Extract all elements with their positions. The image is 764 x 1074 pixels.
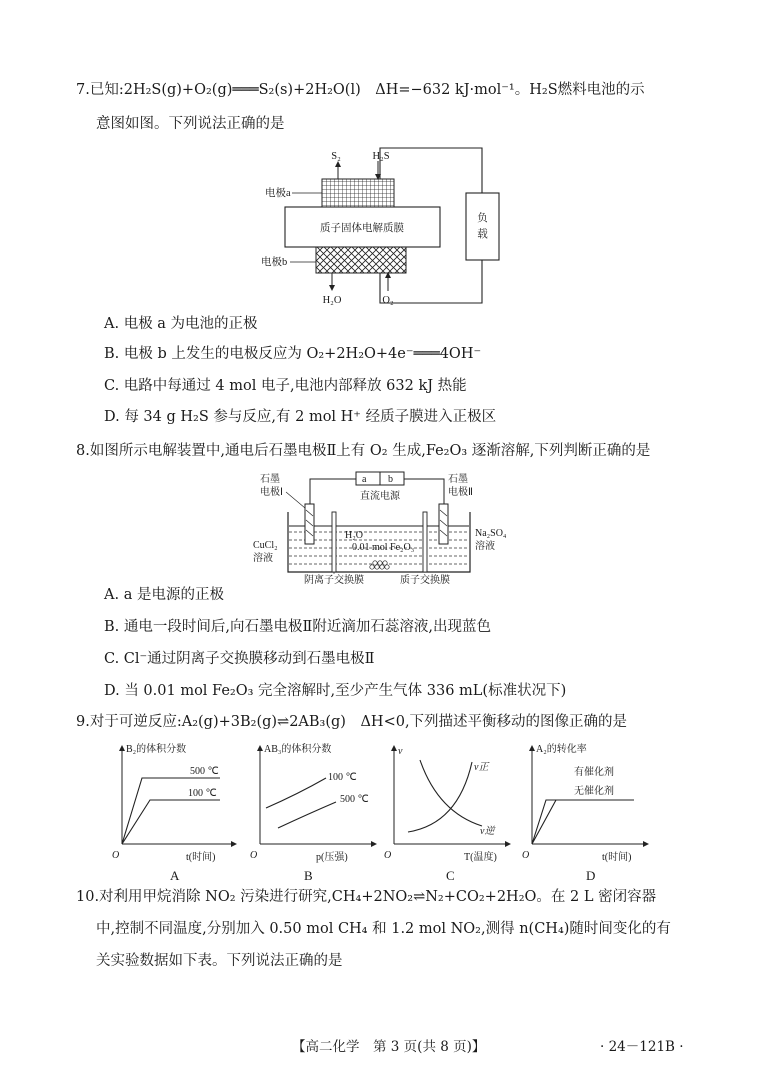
graph-d-curve1-label: 有催化剂 [574,767,614,778]
membrane-label: 质子固体电解质膜 [320,223,404,234]
graph-b-curve1-label: 100 ℃ [328,772,357,783]
fe2o3-label: 0.01 mol Fe₂O₃ [352,542,415,553]
o2-label: O₂ [382,295,394,306]
q8-option-c: C. Cl⁻通过阴离子交换膜移动到石墨电极Ⅱ [104,651,375,667]
q9-graphs [108,740,668,890]
graph-b [250,742,376,883]
graph-d-origin: O [522,850,530,861]
proton-membrane-label: 质子交换膜 [400,575,450,585]
graph-c-curve1-label: v正 [474,762,489,773]
graph-b-xlabel: p(压强) [316,852,348,863]
graph-a-ylabel: B₂的体积分数 [126,744,187,755]
graph-b-ylabel: AB₃的体积分数 [264,744,332,755]
q8-option-d: D. 当 0.01 mol Fe₂O₃ 完全溶解时,至少产生气体 336 mL(标准状况下) [104,683,567,699]
q10-stem-line2: 中,控制不同温度,分别加入 0.50 mol CH₄ 和 1.2 mol NO₂,测得 n(CH₄)随时间变化的有 [96,921,671,937]
electrode-b [316,247,406,273]
graph-b-curve-100 [266,778,326,808]
graph-c-curve-reverse [420,760,482,826]
graph-c-origin: O [384,850,392,861]
graph-a [112,742,236,883]
graph-b-origin: O [250,850,258,861]
terminal-a: a [362,474,367,485]
proton-exchange-membrane [423,512,427,572]
graphite-2-label-a: 石墨 [448,474,468,485]
graph-d-curve-catalyst [532,800,634,844]
graph-c-ylabel: v [398,746,403,757]
graph-d-curve2-label: 无催化剂 [574,786,614,797]
water-label: H₂O [345,530,363,541]
graphite-2-label-b: 电极Ⅱ [448,487,473,498]
graph-a-letter: A [170,868,180,883]
anion-exchange-membrane [332,512,336,572]
q8-electrolysis-diagram [248,470,518,585]
page-footer-center: 【高二化学 第 3 页(共 8 页)】 [292,1039,486,1055]
q8-option-b: B. 通电一段时间后,向石墨电极Ⅱ附近滴加石蕊溶液,出现蓝色 [104,619,491,635]
graph-d-ylabel: A₂的转化率 [536,744,587,755]
graph-c-xlabel: T(温度) [464,852,497,863]
graph-a-curve2-label: 100 ℃ [188,788,217,799]
graph-a-curve-100 [122,800,220,844]
terminal-b: b [388,474,393,485]
cucl2-label-b: 溶液 [253,553,273,564]
graph-b-curve-500 [278,802,336,828]
na2so4-label-b: 溶液 [475,541,495,552]
q7-stem-line2: 意图如图。下列说法正确的是 [96,116,285,132]
graphite-1-label-b: 电极Ⅰ [260,487,283,498]
graph-b-curve2-label: 500 ℃ [340,794,369,805]
page-footer-code: · 24－121B · [600,1039,684,1055]
h2s-label: H₂S [372,151,390,162]
fe2o3-solid [370,561,389,569]
power-label: 直流电源 [360,491,400,502]
cucl2-label-a: CuCl₂ [253,540,278,551]
graphite-1-label-a: 石墨 [260,474,280,485]
q8-stem: 8.如图所示电解装置中,通电后石墨电极Ⅱ上有 O₂ 生成,Fe₂O₃ 逐渐溶解,下列判断正确的是 [76,443,651,459]
q7-option-c: C. 电路中每通过 4 mol 电子,电池内部释放 632 kJ 热能 [104,378,467,394]
load-box [466,193,499,260]
q7-fuel-cell-diagram [250,145,520,315]
load-label-2: 载 [477,229,488,240]
q10-stem-line1: 10.对利用甲烷消除 NO₂ 污染进行研究,CH₄+2NO₂⇌N₂+CO₂+2H₂O。在 2 L 密闭容器 [76,889,657,905]
q7-option-a: A. 电极 a 为电池的正极 [104,316,258,332]
graph-d-xlabel: t(时间) [602,852,632,863]
q10-stem-line3: 关实验数据如下表。下列说法正确的是 [96,953,343,969]
h2o-label: H₂O [322,295,342,306]
q7-stem-line1: 7.已知:2H₂S(g)+O₂(g)═══S₂(s)+2H₂O(l) ΔH=−632 kJ·mol⁻¹。H₂S燃料电池的示 [76,82,645,98]
graph-c-letter: C [446,868,455,883]
electrode-a-label: 电极a [265,188,291,199]
graph-c [384,746,510,883]
q8-option-a: A. a 是电源的正极 [104,587,224,603]
na2so4-label-a: Na₂SO₄ [475,528,507,539]
graph-a-xlabel: t(时间) [186,852,216,863]
electrode-b-label: 电极b [261,257,288,268]
graph-d [522,742,648,883]
graph-a-curve1-label: 500 ℃ [190,766,219,777]
q7-option-d: D. 每 34 g H₂S 参与反应,有 2 mol H⁺ 经质子膜进入正极区 [104,409,497,425]
load-label-1: 负 [477,213,488,224]
electrode-a [322,179,394,207]
anion-membrane-label: 阴离子交换膜 [304,575,364,585]
q9-stem: 9.对于可逆反应:A₂(g)+3B₂(g)⇌2AB₃(g) ΔH<0,下列描述平衡移动的图像正确的是 [76,714,628,730]
graph-d-letter: D [586,868,596,883]
graph-a-origin: O [112,850,120,861]
graph-c-curve2-label: v逆 [480,826,495,837]
s2-label: S₂ [331,151,341,162]
q7-option-b: B. 电极 b 上发生的电极反应为 O₂+2H₂O+4e⁻═══4OH⁻ [104,346,482,362]
graph-b-letter: B [304,868,313,883]
